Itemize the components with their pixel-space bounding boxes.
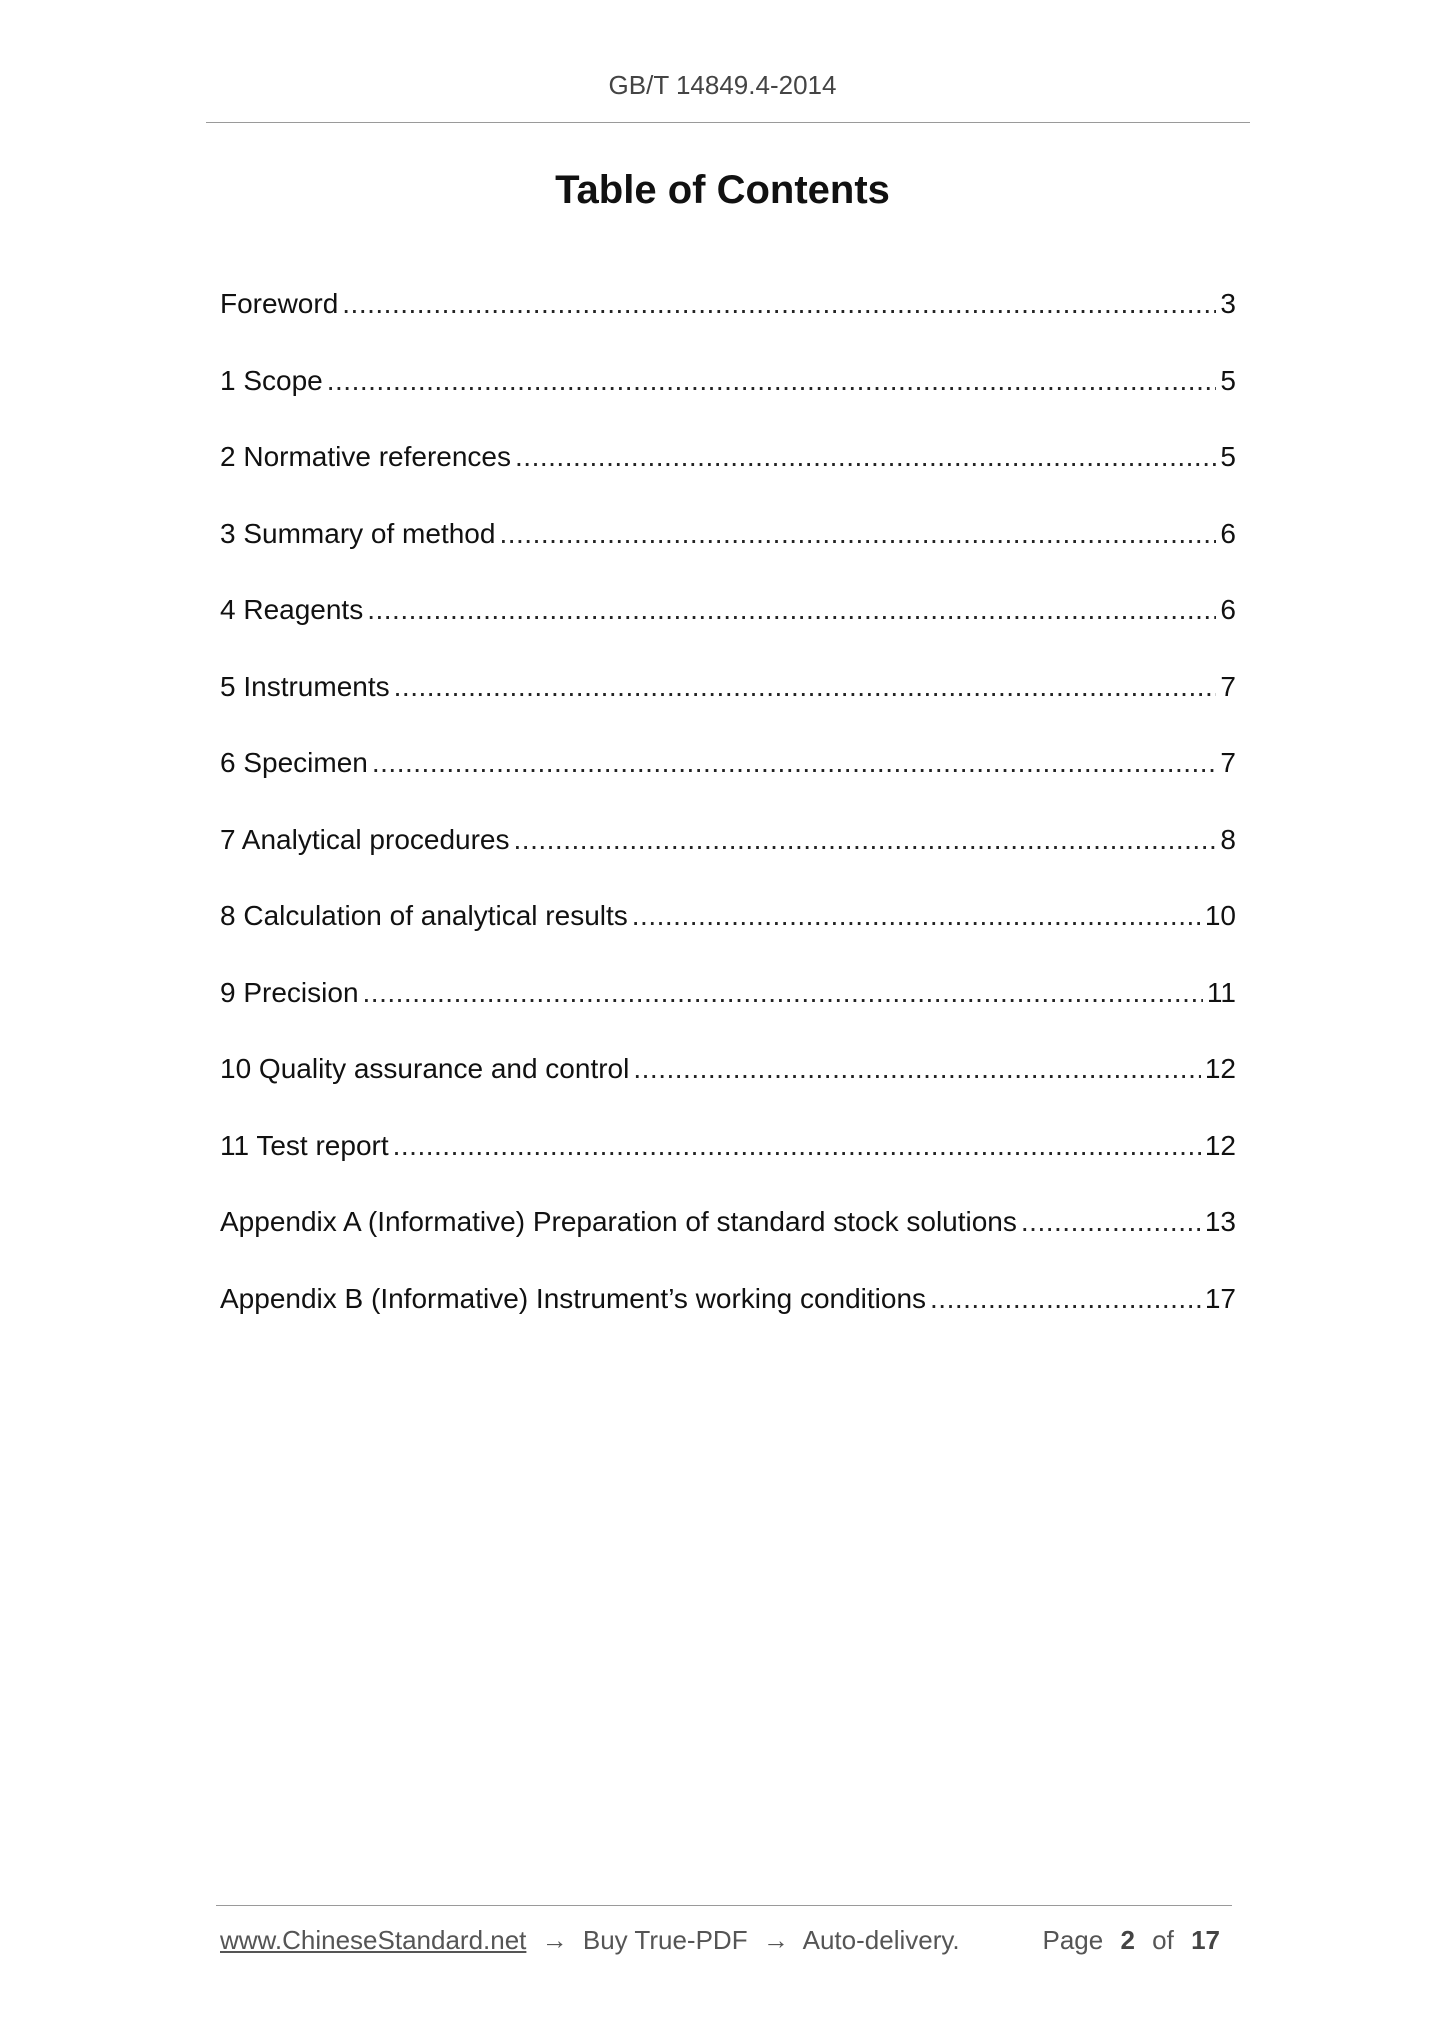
toc-entry-page: 12 xyxy=(1204,1053,1236,1084)
footer-step-delivery: Auto-delivery. xyxy=(802,1925,960,1955)
toc-entry-quality-assurance[interactable] xyxy=(220,1053,1236,1130)
toc-entry-precision[interactable] xyxy=(220,977,1236,1054)
toc-entry-test-report[interactable] xyxy=(220,1130,1236,1207)
website-link[interactable]: www.ChineseStandard.net xyxy=(220,1925,527,1955)
toc-entry-reagents[interactable] xyxy=(220,594,1236,671)
toc-entry-instruments[interactable] xyxy=(220,671,1236,748)
arrow-right-icon: → xyxy=(762,1925,789,1955)
toc-entry-label: 1 Scope xyxy=(220,364,323,396)
toc-entry-appendix-b[interactable] xyxy=(220,1283,1236,1360)
toc-entry-specimen[interactable] xyxy=(220,747,1236,824)
toc-entry-appendix-a[interactable] xyxy=(220,1206,1236,1283)
arrow-right-icon: → xyxy=(541,1925,568,1955)
toc-entry-page: 5 xyxy=(1220,364,1236,396)
toc-entry-calculation[interactable] xyxy=(220,900,1236,977)
toc-entry-label: 7 Analytical procedures xyxy=(220,823,510,855)
toc-dot-leader xyxy=(394,671,1217,703)
current-page-number: 2 xyxy=(1120,1925,1135,1955)
toc-entry-page: 12 xyxy=(1204,1129,1236,1161)
toc-dot-leader xyxy=(1021,1206,1201,1238)
toc-dot-leader xyxy=(499,518,1216,550)
toc-entry-label: 4 Reagents xyxy=(220,594,364,625)
toc-entry-page: 10 xyxy=(1204,900,1236,931)
toc-entry-foreword[interactable] xyxy=(220,288,1236,365)
toc-dot-leader xyxy=(930,1283,1201,1315)
toc-dot-leader xyxy=(515,441,1216,473)
toc-entry-label: 3 Summary of method xyxy=(220,517,496,549)
toc-entry-page: 6 xyxy=(1220,594,1236,625)
table-of-contents xyxy=(220,288,1236,1359)
toc-entry-page: 8 xyxy=(1220,823,1236,855)
toc-entry-label: 8 Calculation of analytical results xyxy=(220,900,628,931)
toc-entry-label: 2 Normative references xyxy=(220,441,512,472)
document-header-id: GB/T 14849.4-2014 xyxy=(608,70,837,100)
footer-step-buy: Buy True-PDF xyxy=(582,1925,748,1955)
toc-entry-label: 11 Test report xyxy=(220,1129,389,1161)
total-page-count: 17 xyxy=(1191,1925,1220,1955)
toc-entry-label: 6 Specimen xyxy=(220,747,368,778)
toc-entry-label: 9 Precision xyxy=(220,976,359,1008)
toc-dot-leader xyxy=(393,1130,1201,1162)
toc-entry-page: 3 xyxy=(1220,288,1236,319)
toc-dot-leader xyxy=(363,977,1203,1009)
toc-dot-leader xyxy=(632,900,1201,932)
toc-dot-leader xyxy=(372,747,1217,779)
toc-dot-leader xyxy=(514,824,1217,856)
toc-dot-leader xyxy=(633,1053,1200,1085)
toc-entry-scope[interactable] xyxy=(220,365,1236,442)
toc-entry-label: 5 Instruments xyxy=(220,670,390,702)
toc-entry-label: Foreword xyxy=(220,288,339,319)
toc-entry-normative-references[interactable] xyxy=(220,441,1236,518)
toc-entry-label: Appendix A (Informative) Preparation of standard stock solutions xyxy=(220,1206,1017,1237)
page-word: Page xyxy=(1042,1925,1104,1955)
toc-entry-page: 7 xyxy=(1220,747,1236,778)
header-divider xyxy=(206,122,1250,123)
toc-dot-leader xyxy=(342,288,1216,320)
toc-dot-leader xyxy=(367,594,1216,626)
footer-divider xyxy=(216,1905,1232,1906)
toc-dot-leader xyxy=(327,365,1217,397)
page-footer xyxy=(220,1925,1230,1956)
page-of-word: of xyxy=(1152,1925,1174,1955)
toc-entry-page: 6 xyxy=(1220,517,1236,549)
toc-entry-label: 10 Quality assurance and control xyxy=(220,1053,630,1084)
toc-entry-page: 5 xyxy=(1220,441,1236,472)
toc-entry-page: 7 xyxy=(1220,670,1236,702)
toc-entry-summary-of-method[interactable] xyxy=(220,518,1236,595)
toc-entry-label: Appendix B (Informative) Instrument’s working conditions xyxy=(220,1282,927,1314)
toc-entry-page: 11 xyxy=(1206,976,1236,1008)
toc-entry-analytical-procedures[interactable] xyxy=(220,824,1236,901)
page-number-indicator xyxy=(1042,1925,1230,1956)
toc-entry-page: 17 xyxy=(1204,1282,1236,1314)
footer-promo xyxy=(220,1925,960,1956)
page-title: Table of Contents xyxy=(555,168,890,212)
toc-entry-page: 13 xyxy=(1204,1206,1236,1237)
